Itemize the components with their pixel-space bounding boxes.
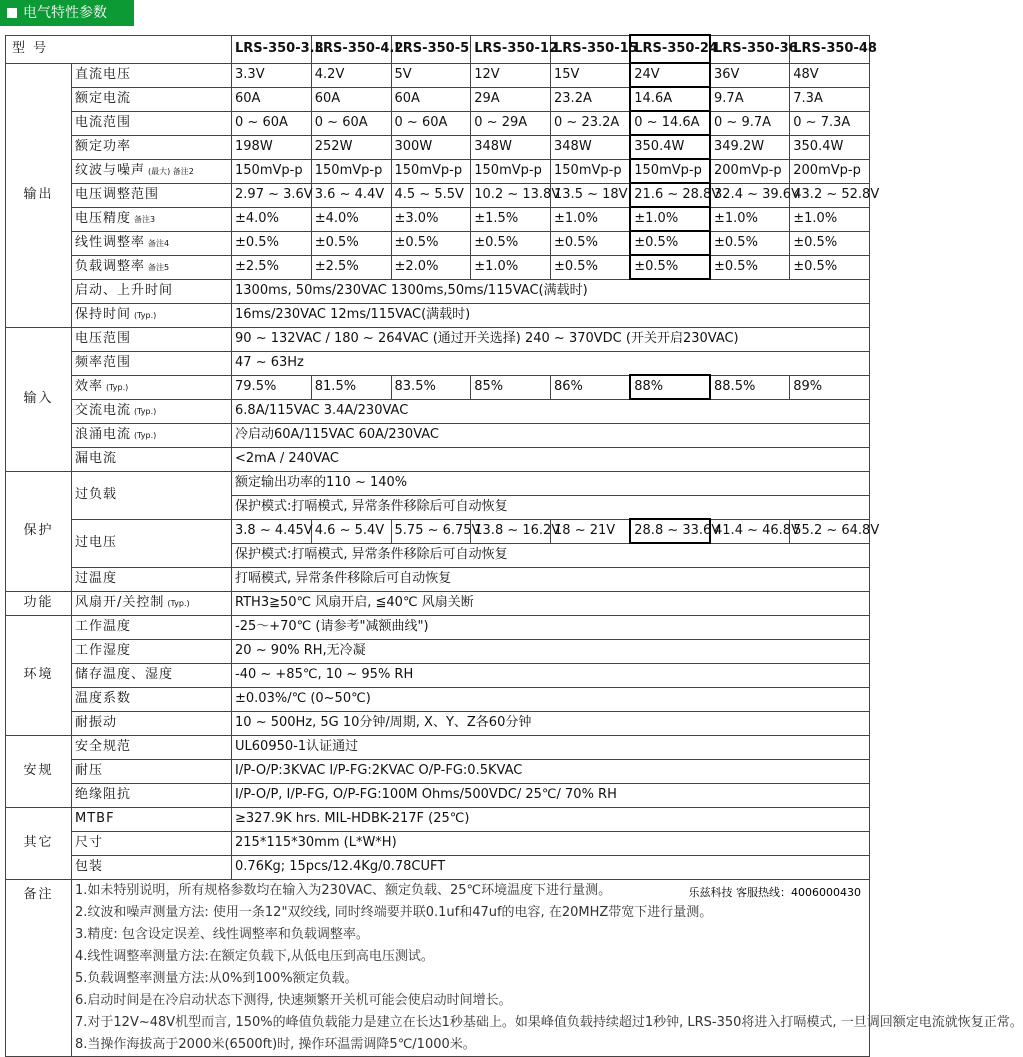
value-cell: 28.8 ~ 33.6V (630, 519, 710, 543)
row-label-text: 直流电压 (75, 67, 132, 82)
table-row (6, 159, 870, 183)
value-cell: 150mVp-p (311, 159, 391, 183)
table-row (6, 831, 870, 855)
value-cell: <2mA / 240VAC (232, 447, 870, 471)
table-row (6, 327, 870, 351)
model-cell: LRS-350-36 (710, 35, 790, 63)
row-label (72, 399, 232, 423)
row-label-text: 漏电流 (75, 451, 118, 466)
row-label (72, 855, 232, 879)
row-label-text: 电压调整范围 (75, 187, 160, 202)
row-note: (Typ.) (134, 406, 157, 416)
value-cell: 额定输出功率的110 ~ 140% (232, 471, 870, 495)
row-label-text: 电压精度 (75, 210, 132, 226)
value-cell: 0 ~ 60A (232, 111, 312, 135)
table-row (6, 255, 870, 279)
value-cell: ±0.5% (471, 231, 551, 255)
value-cell: ±0.5% (391, 231, 471, 255)
value-cell: 350.4W (790, 135, 870, 159)
value-cell: 83.5% (391, 375, 471, 399)
value-cell: 200mVp-p (790, 159, 870, 183)
table-row (6, 399, 870, 423)
category-cell: 输出 (6, 63, 72, 327)
table-row (6, 639, 870, 663)
row-note: 备注3 (134, 214, 156, 224)
table-row (6, 375, 870, 399)
row-label-text: 启动、上升时间 (75, 283, 174, 298)
category-cell: 安规 (6, 735, 72, 807)
value-cell: 21.6 ~ 28.8V (630, 183, 710, 207)
table-row (6, 615, 870, 639)
row-note: 备注5 (148, 262, 170, 272)
note-line: 2.纹波和噪声测量方法: 使用一条12"双绞线, 同时终端要并联0.1uf和47uf的电容, 在20MHZ带宽下进行量测。 (75, 904, 713, 920)
row-label (72, 423, 232, 447)
row-label (72, 279, 232, 303)
table-row (6, 711, 870, 735)
value-cell: 13.5 ~ 18V (551, 183, 631, 207)
value-cell: ±1.0% (630, 207, 710, 231)
note-line: 3.精度: 包含设定误差、线性调整率和负载调整率。 (75, 926, 369, 942)
value-cell: 15V (551, 63, 631, 87)
row-note: (Typ.) (134, 310, 157, 320)
value-cell: 0 ~ 29A (471, 111, 551, 135)
spec-table (5, 34, 1023, 1057)
value-cell: ±1.5% (471, 207, 551, 231)
value-cell: 12V (471, 63, 551, 87)
table-row (6, 87, 870, 111)
row-label (72, 375, 232, 399)
row-label-text: 线性调整率 (75, 234, 146, 250)
value-cell: 冷启动60A/115VAC 60A/230VAC (232, 423, 870, 447)
row-label (72, 783, 232, 807)
row-label-text: 尺寸 (75, 835, 104, 850)
value-cell: 198W (232, 135, 312, 159)
row-label (72, 735, 232, 759)
value-cell: 7.3A (790, 87, 870, 111)
table-row (6, 303, 870, 327)
value-cell: 3.6 ~ 4.4V (311, 183, 391, 207)
table-row (6, 111, 870, 135)
value-cell: ±0.5% (630, 255, 710, 279)
row-label-text: 额定功率 (75, 139, 132, 154)
table-row (6, 183, 870, 207)
note-line: 1.如未特别说明，所有规格参数均在输入为230VAC、额定负载、25℃环境温度下进行量测。 (75, 882, 612, 898)
value-cell: 300W (391, 135, 471, 159)
value-cell: 43.2 ~ 52.8V (790, 183, 870, 207)
value-cell: 48V (790, 63, 870, 87)
note-line: 6.启动时间是在冷启动状态下测得, 快速频繁开关机可能会使启动时间增长。 (75, 992, 512, 1008)
row-label-text: 耐振动 (75, 715, 118, 730)
row-label-text: 负载调整率 (75, 258, 146, 274)
category-cell: 备注 (6, 879, 72, 1056)
row-label (72, 87, 232, 111)
value-cell: 47 ~ 63Hz (232, 351, 870, 375)
row-label (72, 447, 232, 471)
row-label (72, 159, 232, 183)
row-label (72, 135, 232, 159)
row-label (72, 303, 232, 327)
table-row (6, 231, 870, 255)
row-label (72, 207, 232, 231)
table-row (6, 35, 870, 63)
value-cell: 60A (391, 87, 471, 111)
row-label (72, 327, 232, 351)
model-cell: LRS-350-15 (551, 35, 631, 63)
value-cell: 2.97 ~ 3.6V (232, 183, 312, 207)
model-label: 型 号 (6, 35, 232, 63)
value-cell: 0 ~ 60A (391, 111, 471, 135)
value-cell: ±4.0% (232, 207, 312, 231)
value-cell: 3.8 ~ 4.45V (232, 519, 312, 543)
row-label (72, 711, 232, 735)
value-cell: ±1.0% (551, 207, 631, 231)
table-row (6, 519, 870, 543)
section-header (0, 0, 134, 26)
value-cell: 150mVp-p (232, 159, 312, 183)
value-cell: ±4.0% (311, 207, 391, 231)
table-row (6, 135, 870, 159)
table-row (6, 63, 870, 87)
value-cell: 36V (710, 63, 790, 87)
value-cell: 3.3V (232, 63, 312, 87)
model-cell: LRS-350-12 (471, 35, 551, 63)
value-cell: 252W (311, 135, 391, 159)
table-row (6, 759, 870, 783)
value-cell: 81.5% (311, 375, 391, 399)
row-label-text: 绝缘阻抗 (75, 787, 132, 802)
value-cell: ±0.5% (551, 255, 631, 279)
value-cell: ±0.5% (710, 255, 790, 279)
value-cell: UL60950-1认证通过 (232, 735, 870, 759)
row-label (72, 351, 232, 375)
value-cell: 20 ~ 90% RH,无冷凝 (232, 639, 870, 663)
row-label (72, 831, 232, 855)
model-cell: LRS-350-3.3 (232, 35, 312, 63)
row-label-text: 耐压 (75, 763, 104, 778)
row-label-text: 效率 (75, 378, 104, 394)
table-row (6, 687, 870, 711)
value-cell: -40 ~ +85℃, 10 ~ 95% RH (232, 663, 870, 687)
row-label (72, 663, 232, 687)
value-cell: 4.5 ~ 5.5V (391, 183, 471, 207)
row-label (72, 519, 232, 567)
category-cell: 功能 (6, 591, 72, 615)
value-cell: 150mVp-p (471, 159, 551, 183)
value-cell: 24V (630, 63, 710, 87)
value-cell: -25～+70℃ (请参考"减额曲线") (232, 615, 870, 639)
value-cell: 89% (790, 375, 870, 399)
row-note: (Typ.) (106, 382, 129, 392)
hotline-text: 乐兹科技 客服热线：4006000430 (688, 885, 862, 899)
row-note: (Typ.) (167, 598, 190, 608)
row-label-text: 纹波与噪声 (75, 162, 146, 178)
value-cell: 348W (551, 135, 631, 159)
category-cell: 环境 (6, 615, 72, 735)
value-cell: 90 ~ 132VAC / 180 ~ 264VAC (通过开关选择) 240 ~ 370VDC (开关开启230VAC) (232, 327, 870, 351)
notes-cell (72, 879, 1023, 1056)
value-cell: I/P-O/P, I/P-FG, O/P-FG:100M Ohms/500VDC/ 25℃/ 70% RH (232, 783, 870, 807)
row-label (72, 471, 232, 519)
row-label-text: 工作温度 (75, 619, 132, 634)
row-label-text: 过电压 (75, 535, 118, 550)
value-cell: 85% (471, 375, 551, 399)
table-row (6, 447, 870, 471)
value-cell: 60A (232, 87, 312, 111)
table-row (6, 663, 870, 687)
table-row (6, 279, 870, 303)
value-cell: ±0.5% (630, 231, 710, 255)
row-label (72, 231, 232, 255)
row-label (72, 63, 232, 87)
row-label (72, 807, 232, 831)
row-note: (最大) 备注2 (148, 166, 194, 176)
row-label-text: 交流电流 (75, 402, 132, 418)
row-label-text: 温度系数 (75, 691, 132, 706)
value-cell: 348W (471, 135, 551, 159)
value-cell: 10.2 ~ 13.8V (471, 183, 551, 207)
model-cell: LRS-350-48 (790, 35, 870, 63)
value-cell: RTH3≧50℃ 风扇开启, ≦40℃ 风扇关断 (232, 591, 870, 615)
value-cell: ±1.0% (710, 207, 790, 231)
value-cell: 9.7A (710, 87, 790, 111)
value-cell: ±0.03%/℃ (0~50℃) (232, 687, 870, 711)
row-label (72, 759, 232, 783)
value-cell: ±1.0% (790, 207, 870, 231)
table-row (6, 807, 870, 831)
value-cell: ±0.5% (790, 255, 870, 279)
note-line: 7.对于12V~48V机型而言, 150%的峰值负载能力是建立在长达1秒基础上。如果峰值负载持续超过1秒钟, LRS-350将进入打嗝模式, 一旦调回额定电流就恢复正常。 (75, 1014, 1023, 1030)
value-cell: 55.2 ~ 64.8V (790, 519, 870, 543)
value-cell: 16ms/230VAC 12ms/115VAC(满载时) (232, 303, 870, 327)
value-cell: 88% (630, 375, 710, 399)
value-cell: 4.2V (311, 63, 391, 87)
value-cell: 60A (311, 87, 391, 111)
category-cell: 输入 (6, 327, 72, 471)
note-line: 5.负载调整率测量方法:从0%到100%额定负载。 (75, 970, 358, 986)
row-label-text: 过负载 (75, 487, 118, 502)
note-line: 4.线性调整率测量方法:在额定负载下,从低电压到高电压测试。 (75, 948, 434, 964)
value-cell: 10 ~ 500Hz, 5G 10分钟/周期, X、Y、Z各60分钟 (232, 711, 870, 735)
value-cell: 0 ~ 9.7A (710, 111, 790, 135)
value-cell: 4.6 ~ 5.4V (311, 519, 391, 543)
value-cell: 200mVp-p (710, 159, 790, 183)
value-cell: 150mVp-p (551, 159, 631, 183)
table-row (6, 879, 870, 1056)
row-label-text: 保持时间 (75, 306, 132, 322)
value-cell: ±0.5% (790, 231, 870, 255)
value-cell: ±2.5% (311, 255, 391, 279)
row-label-text: 包装 (75, 859, 104, 874)
value-cell: 5V (391, 63, 471, 87)
value-cell: 150mVp-p (630, 159, 710, 183)
value-cell: 86% (551, 375, 631, 399)
table-row (6, 567, 870, 591)
table-row (6, 471, 870, 495)
value-cell: 6.8A/115VAC 3.4A/230VAC (232, 399, 870, 423)
row-label (72, 615, 232, 639)
value-cell: I/P-O/P:3KVAC I/P-FG:2KVAC O/P-FG:0.5KVAC (232, 759, 870, 783)
row-label-text: 额定电流 (75, 91, 132, 106)
value-cell: 88.5% (710, 375, 790, 399)
table-row (6, 207, 870, 231)
table-row (6, 351, 870, 375)
value-cell: 32.4 ~ 39.6V (710, 183, 790, 207)
value-cell: 14.6A (630, 87, 710, 111)
value-cell: ±2.0% (391, 255, 471, 279)
value-cell: 349.2W (710, 135, 790, 159)
value-cell: ±0.5% (232, 231, 312, 255)
row-label-text: 工作湿度 (75, 643, 132, 658)
value-cell: 0 ~ 14.6A (630, 111, 710, 135)
row-label-text: 安全规范 (75, 739, 132, 754)
row-label-text: 频率范围 (75, 355, 132, 370)
value-cell: ≥327.9K hrs. MIL-HDBK-217F (25℃) (232, 807, 870, 831)
value-cell: 350.4W (630, 135, 710, 159)
row-label-text: 浪涌电流 (75, 426, 132, 442)
table-row (6, 735, 870, 759)
value-cell: ±0.5% (551, 231, 631, 255)
row-label (72, 183, 232, 207)
value-cell: 0.76Kg; 15pcs/12.4Kg/0.78CUFT (232, 855, 870, 879)
table-row (6, 423, 870, 447)
value-cell: ±1.0% (471, 255, 551, 279)
model-cell: LRS-350-4.2 (311, 35, 391, 63)
table-row (6, 591, 870, 615)
category-cell: 其它 (6, 807, 72, 879)
table-row (6, 855, 870, 879)
row-label (72, 687, 232, 711)
value-cell: ±3.0% (391, 207, 471, 231)
value-cell: 5.75 ~ 6.75V (391, 519, 471, 543)
value-cell: 23.2A (551, 87, 631, 111)
value-cell: 1300ms, 50ms/230VAC 1300ms,50ms/115VAC(满载时) (232, 279, 870, 303)
row-label-text: 过温度 (75, 571, 118, 586)
model-cell: LRS-350-24 (630, 35, 710, 63)
row-label-text: 电压范围 (75, 331, 132, 346)
row-label-text: MTBF (75, 811, 115, 826)
value-cell: 0 ~ 23.2A (551, 111, 631, 135)
value-cell: 79.5% (232, 375, 312, 399)
model-cell: LRS-350-5 (391, 35, 471, 63)
value-cell: 13.8 ~ 16.2V (471, 519, 551, 543)
value-cell: 215*115*30mm (L*W*H) (232, 831, 870, 855)
value-cell: ±0.5% (710, 231, 790, 255)
value-cell: 18 ~ 21V (551, 519, 631, 543)
row-label (72, 591, 232, 615)
row-label (72, 567, 232, 591)
note-line: 8.当操作海拔高于2000米(6500ft)时, 操作环温需调降5℃/1000米。 (75, 1036, 476, 1052)
value-cell: 150mVp-p (391, 159, 471, 183)
value-cell: 保护模式:打嗝模式, 异常条件移除后可自动恢复 (232, 543, 870, 567)
value-cell: 保护模式:打嗝模式, 异常条件移除后可自动恢复 (232, 495, 870, 519)
row-label (72, 639, 232, 663)
table-row (6, 783, 870, 807)
row-label-text: 电流范围 (75, 115, 132, 130)
square-icon (7, 8, 17, 18)
row-note: (Typ.) (134, 430, 157, 440)
value-cell: 29A (471, 87, 551, 111)
section-title: 电气特性参数 (23, 5, 107, 21)
value-cell: 0 ~ 60A (311, 111, 391, 135)
row-label-text: 储存温度、湿度 (75, 667, 174, 682)
row-label (72, 111, 232, 135)
category-cell: 保护 (6, 471, 72, 591)
row-note: 备注4 (148, 238, 170, 248)
value-cell: 0 ~ 7.3A (790, 111, 870, 135)
value-cell: 41.4 ~ 46.8V (710, 519, 790, 543)
value-cell: 打嗝模式, 异常条件移除后可自动恢复 (232, 567, 870, 591)
row-label-text: 风扇开/关控制 (75, 594, 165, 610)
value-cell: ±0.5% (311, 231, 391, 255)
value-cell: ±2.5% (232, 255, 312, 279)
row-label (72, 255, 232, 279)
